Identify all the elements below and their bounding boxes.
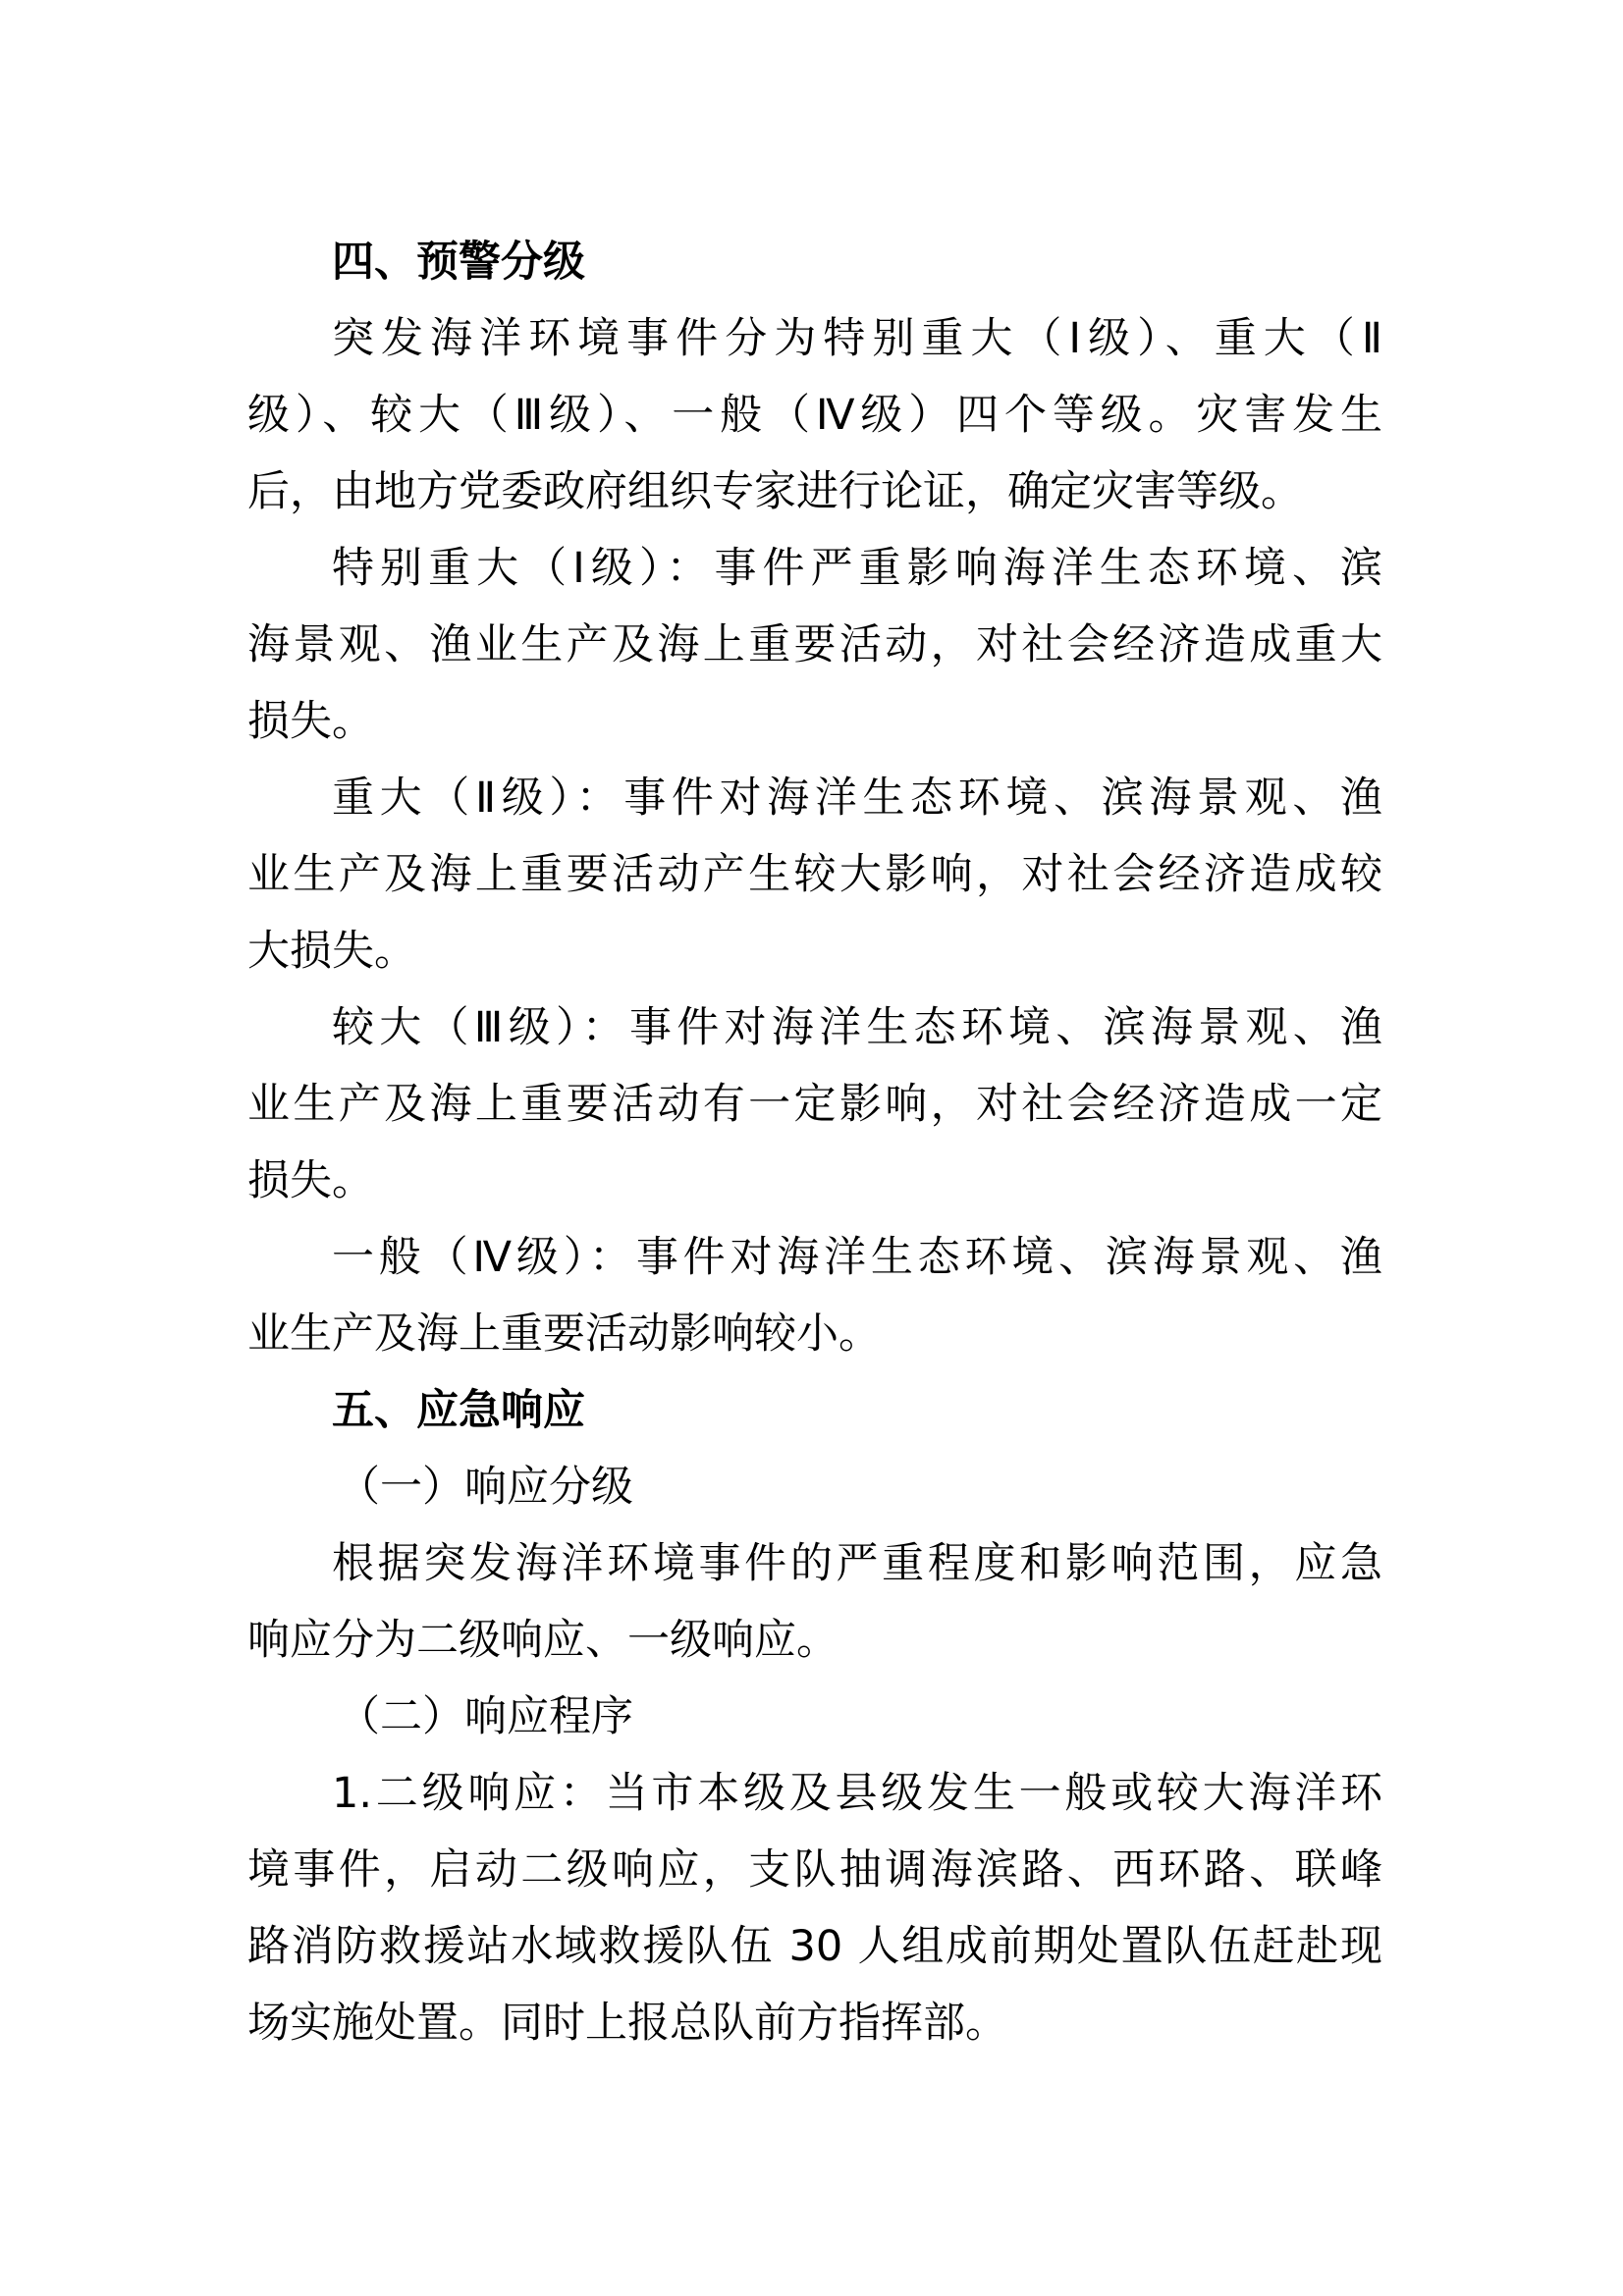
paragraph-line: 突发海洋环境事件分为特别重大（Ⅰ级）、重大（Ⅱ xyxy=(332,314,1382,363)
paragraph-line: 海景观、渔业生产及海上重要活动，对社会经济造成重大 xyxy=(247,620,1382,669)
section-heading: 五、应急响应 xyxy=(332,1386,585,1435)
paragraph-line: 业生产及海上重要活动产生较大影响，对社会经济造成较 xyxy=(247,850,1382,899)
paragraph-line: 响应分为二级响应、一级响应。 xyxy=(247,1616,839,1665)
paragraph-line: 后，由地方党委政府组织专家进行论证，确定灾害等级。 xyxy=(247,467,1303,516)
paragraph-line: 业生产及海上重要活动影响较小。 xyxy=(247,1309,881,1359)
document-body xyxy=(247,224,1382,2061)
paragraph-line: 路消防救援站水域救援队伍 30 人组成前期处置队伍赶赴现 xyxy=(247,1922,1382,1971)
paragraph-line: 业生产及海上重要活动有一定影响，对社会经济造成一定 xyxy=(247,1080,1382,1129)
paragraph-line: 损失。 xyxy=(247,697,374,746)
paragraph-line: 重大（Ⅱ级）：事件对海洋生态环境、滨海景观、渔 xyxy=(332,774,1382,823)
paragraph-line: 根据突发海洋环境事件的严重程度和影响范围，应急 xyxy=(332,1539,1382,1588)
subsection-heading: （二）响应程序 xyxy=(338,1692,633,1741)
paragraph-line: 境事件，启动二级响应，支队抽调海滨路、西环路、联峰 xyxy=(247,1845,1382,1895)
section-heading: 四、预警分级 xyxy=(332,238,585,287)
paragraph-line: 大损失。 xyxy=(247,927,416,976)
paragraph-line: 损失。 xyxy=(247,1156,374,1205)
paragraph-line: 1.二级响应：当市本级及县级发生一般或较大海洋环 xyxy=(332,1769,1382,1818)
paragraph-line: 特别重大（Ⅰ级）：事件严重影响海洋生态环境、滨 xyxy=(332,544,1382,593)
paragraph-line: 一般（Ⅳ级）：事件对海洋生态环境、滨海景观、渔 xyxy=(332,1233,1382,1282)
paragraph-line: 较大（Ⅲ级）：事件对海洋生态环境、滨海景观、渔 xyxy=(332,1003,1382,1052)
paragraph-line: 级）、较大（Ⅲ级）、一般（Ⅳ级）四个等级。灾害发生 xyxy=(247,391,1382,440)
subsection-heading: （一）响应分级 xyxy=(338,1463,633,1512)
paragraph-line: 场实施处置。同时上报总队前方指挥部。 xyxy=(247,1999,1007,2048)
